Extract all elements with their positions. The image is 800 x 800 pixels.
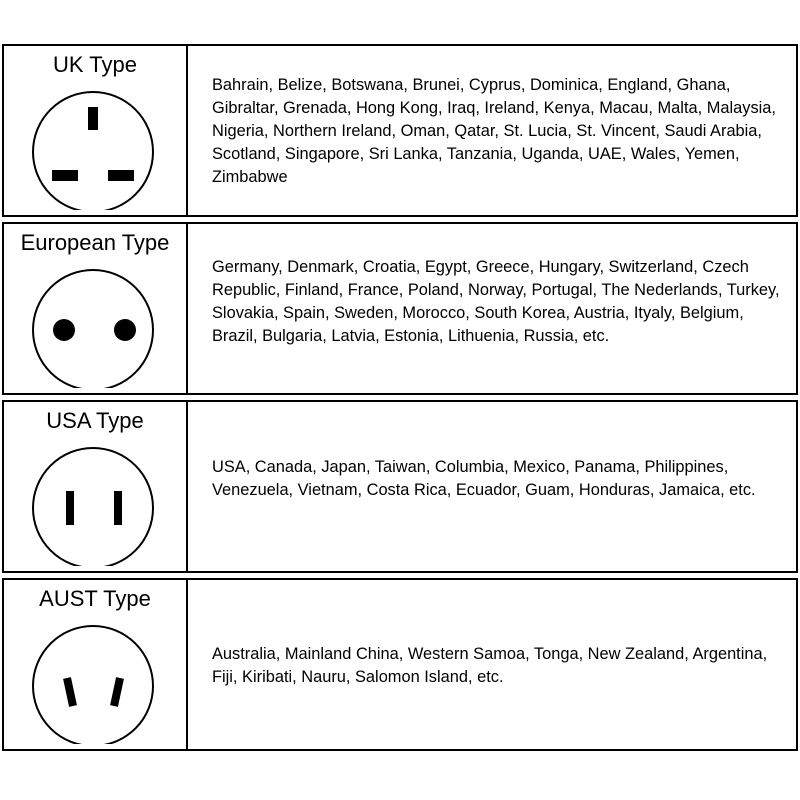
plug-type-cell: [4, 580, 188, 749]
plug-type-title: USA Type: [46, 408, 144, 433]
plug-type-cell: [4, 46, 188, 215]
plug-type-title: European Type: [20, 230, 170, 255]
countries-list: Bahrain, Belize, Botswana, Brunei, Cyprus, Dominica, England, Ghana, Gibraltar, Grenada, Hong Kong, Iraq, Ireland, Kenya, Macau, Malta, Malaysia, Nigeria, Northern Ireland, Oman, Qatar, St. Lucia, St. Vincent, Saudi Arabia, Scotland, Singapore, Sri Lanka, Tanzania, Uganda, UAE, Wales, Yemen, Zimbabwe: [212, 76, 776, 186]
plug-type-cell: [4, 402, 188, 571]
countries-cell: [188, 224, 796, 393]
aust-plug-icon: [28, 620, 158, 744]
plug-type-row-european: [2, 222, 798, 395]
countries-list: USA, Canada, Japan, Taiwan, Columbia, Mexico, Panama, Philippines, Venezuela, Vietnam, Costa Rica, Ecuador, Guam, Honduras, Jamaica, etc.: [212, 458, 756, 499]
uk-plug-icon: [28, 86, 158, 210]
usa-plug-icon: [28, 442, 158, 566]
plug-type-cell: [4, 224, 188, 393]
countries-list: Germany, Denmark, Croatia, Egypt, Greece, Hungary, Switzerland, Czech Republic, Finland, France, Poland, Norway, Portugal, The Nederlands, Turkey, Slovakia, Spain, Sweden, Morocco, South Korea, Austria, Ityaly, Belgium, Brazil, Bulgaria, Latvia, Estonia, Lithuenia, Russia, etc.: [212, 258, 780, 345]
plug-type-row-aust: [2, 578, 798, 751]
countries-list: Australia, Mainland China, Western Samoa, Tonga, New Zealand, Argentina, Fiji, Kiribati, Nauru, Salomon Island, etc.: [212, 645, 768, 686]
european-plug-icon: [28, 264, 158, 388]
countries-cell: [188, 46, 796, 215]
plug-type-row-uk: [2, 44, 798, 217]
plug-type-title: UK Type: [53, 52, 137, 77]
plug-type-title: AUST Type: [39, 586, 151, 611]
plug-type-row-usa: [2, 400, 798, 573]
countries-cell: [188, 402, 796, 571]
countries-cell: [188, 580, 796, 749]
